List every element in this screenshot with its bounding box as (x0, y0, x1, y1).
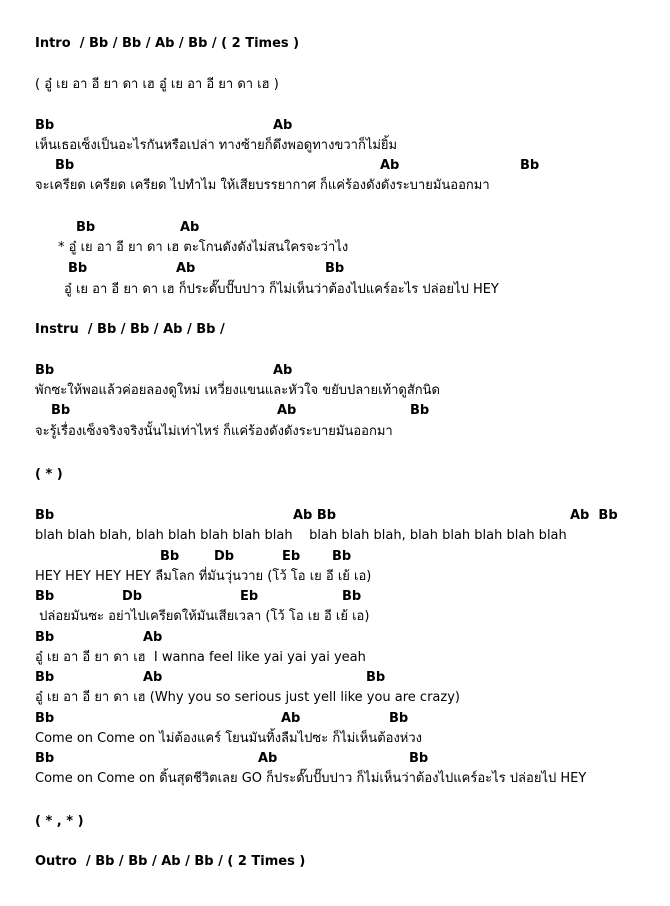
intro-lyric: ( อู๋ เย อา อี ยา ดา เฮ อู๋ เย อา อี ยา ดา เฮ ) (35, 77, 279, 92)
chord: Db (214, 549, 235, 564)
chord: Ab (277, 403, 297, 418)
chord: Bb (68, 261, 88, 276)
chord: Ab (273, 118, 293, 133)
chord: Bb (35, 589, 55, 604)
chord: Ab (180, 220, 200, 235)
chord: Bb (366, 670, 386, 685)
bridge-lyric: Come on Come on ดิ้นสุดชีวิตเลย GO ก็ประดั๊บปั๊บปาว ก็ไม่เห็นว่าต้องไปแคร์อะไร ปล่อยไป HEY (35, 771, 587, 786)
chord: Ab (176, 261, 196, 276)
chord: Ab (380, 158, 400, 173)
bridge-lyric: Come on Come on ไม่ต้องแคร์ โยนมันทิ้งลืมไปซะ ก็ไม่เห็นต้องห่วง (35, 731, 423, 746)
verse2-lyric-1: พักซะให้พอแล้วค่อยลองดูใหม่ เหวี่ยงแขนและหัวใจ ขยับปลายเท้าดูสักนิด (35, 383, 440, 398)
intro-line: Intro / Bb / Bb / Ab / Bb / ( 2 Times ) (35, 36, 300, 51)
chord: Bb (35, 508, 55, 523)
outro-line: Outro / Bb / Bb / Ab / Bb / ( 2 Times ) (35, 854, 306, 869)
chord: Ab (258, 751, 278, 766)
chord: Bb (160, 549, 180, 564)
repeat-chorus-marker: ( * ) (35, 467, 63, 482)
chord: Bb (325, 261, 345, 276)
chord: Bb (35, 670, 55, 685)
chord: Bb (55, 158, 75, 173)
bridge-lyric: ปล่อยมันซะ อย่าไปเครียดให้มันเสียเวลา (โว้ โอ เย อี เย้ เอ) (35, 609, 370, 624)
bridge-lyric: อู๋ เย อา อี ยา ดา เฮ I wanna feel like yai yai yai yeah (35, 650, 366, 665)
chord: Ab Bb (293, 508, 337, 523)
chord: Ab (273, 363, 293, 378)
chord: Bb (389, 711, 409, 726)
chord: Bb (35, 363, 55, 378)
chord: Eb (240, 589, 259, 604)
chord: Bb (35, 751, 55, 766)
verse1-lyric-2: จะเครียด เครียด เครียด ไปทำไม ให้เสียบรรยากาศ ก็แค่ร้องดังดังระบายมันออกมา (35, 178, 490, 193)
chord: Bb (35, 711, 55, 726)
chord: Bb (410, 403, 430, 418)
chord: Bb (342, 589, 362, 604)
chord: Bb (76, 220, 96, 235)
chord: Bb (51, 403, 71, 418)
chord: Ab Bb (570, 508, 618, 523)
chord: Ab (281, 711, 301, 726)
verse2-lyric-2: จะรู้เรื่องเซ็งจริงจริงนั้นไม่เท่าไหร่ ก็แค่ร้องดังดังระบายมันออกมา (35, 424, 393, 439)
chord: Db (122, 589, 143, 604)
bridge-lyric: HEY HEY HEY HEY ลืมโลก ที่มันวุ่นวาย (โว้ โอ เย อี เย้ เอ) (35, 569, 372, 584)
chord: Ab (143, 630, 163, 645)
chord: Bb (332, 549, 352, 564)
chord: Ab (143, 670, 163, 685)
chorus-lyric-2: อู๋ เย อา อี ยา ดา เฮ ก็ประดั๊บปั๊บปาว ก็ไม่เห็นว่าต้องไปแคร์อะไร ปล่อยไป HEY (64, 282, 499, 297)
verse1-lyric-1: เห็นเธอเซ็งเป็นอะไรกันหรือเปล่า ทางซ้ายก็ดึงพอดูทางขวาก็ไม่ยิ้ม (35, 138, 398, 153)
chorus-lyric-1: * อู๋ เย อา อี ยา ดา เฮ ตะโกนดังดังไม่สนใครจะว่าไง (58, 240, 349, 255)
chord: Bb (520, 158, 540, 173)
chord: Bb (409, 751, 429, 766)
repeat-chorus-twice-marker: ( * , * ) (35, 814, 84, 829)
chord: Bb (35, 118, 55, 133)
instru-line: Instru / Bb / Bb / Ab / Bb / (35, 322, 225, 337)
bridge-lyric: อู๋ เย อา อี ยา ดา เฮ (Why you so serious just yell like you are crazy) (35, 690, 460, 705)
chord: Eb (282, 549, 301, 564)
bridge-lyric: blah blah blah, blah blah blah blah blah blah blah blah, blah blah blah blah blah (35, 528, 567, 543)
chord: Bb (35, 630, 55, 645)
